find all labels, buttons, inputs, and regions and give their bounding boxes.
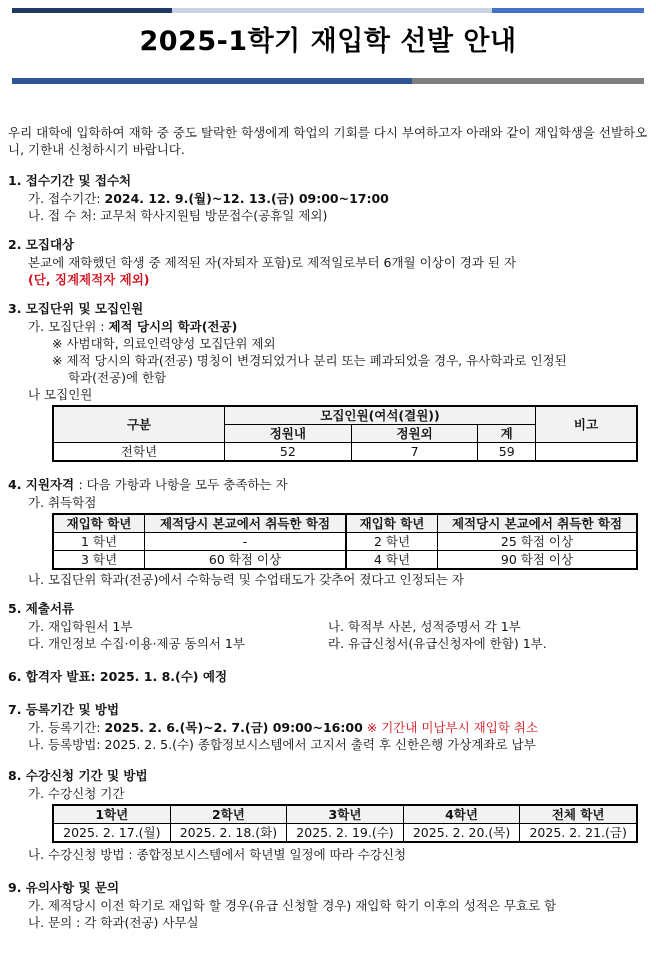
th-group: 모집인원(여석(결원)) bbox=[225, 406, 536, 425]
table-row bbox=[53, 533, 637, 551]
section-recruit-unit bbox=[8, 300, 648, 462]
th-grade: 전체 학년 bbox=[520, 805, 637, 824]
section-notes bbox=[8, 879, 648, 931]
cell-date: 2025. 2. 20.(목) bbox=[403, 824, 520, 843]
documents-row-2 bbox=[8, 635, 648, 652]
page-title: 2025-1학기 재입학 선발 안내 bbox=[139, 26, 517, 57]
th-grade: 2학년 bbox=[170, 805, 287, 824]
doc-item: 라. 유급신청서(유급신청자에 한함) 1부. bbox=[328, 636, 547, 651]
label: 가. 접수기간: bbox=[28, 191, 105, 206]
section-title: 5. 제출서류 bbox=[8, 601, 75, 616]
cell-date: 2025. 2. 17.(월) bbox=[53, 824, 170, 843]
registration-period-line bbox=[8, 719, 648, 736]
announcement-date: : 2025. 1. 8.(수) 예정 bbox=[90, 669, 228, 684]
registration-period-value: 2025. 2. 6.(목)~2. 7.(금) 09:00~16:00 bbox=[104, 720, 363, 735]
cell: 25 학점 이상 bbox=[438, 533, 638, 551]
th-out: 정원외 bbox=[351, 425, 478, 443]
section-registration bbox=[8, 701, 648, 753]
cell: - bbox=[145, 533, 347, 551]
th-note: 비고 bbox=[536, 406, 638, 443]
section-documents bbox=[8, 600, 648, 652]
recruit-unit-value: 제적 당시의 학과(전공) bbox=[108, 319, 238, 334]
application-period-line bbox=[8, 190, 648, 207]
label: 가. 등록기간: bbox=[28, 720, 105, 735]
document-body bbox=[8, 124, 648, 943]
title-block bbox=[12, 22, 644, 62]
section-application-period bbox=[8, 172, 648, 224]
section-title bbox=[8, 668, 648, 685]
recruit-note-1: ※ 사범대학, 의료인력양성 모집단위 제외 bbox=[52, 336, 276, 351]
th-grade-1: 재입학 학년 bbox=[53, 514, 145, 533]
section-title: 2. 모집대상 bbox=[8, 237, 75, 252]
section-announcement bbox=[8, 668, 648, 685]
th-credits-2: 제적당시 본교에서 취득한 학점 bbox=[438, 514, 638, 533]
cell-note bbox=[536, 443, 638, 462]
label: 가. 모집단위 : bbox=[28, 319, 109, 334]
registration-method-line: 나. 등록방법: 2025. 2. 5.(수) 종합정보시스템에서 고지서 출력 후 신한은행 가상계좌로 납부 bbox=[28, 737, 536, 752]
row-label: 전학년 bbox=[53, 443, 225, 462]
cell: 4 학년 bbox=[346, 551, 438, 570]
th-in: 정원내 bbox=[225, 425, 352, 443]
intro-paragraph: 우리 대학에 입학하여 재학 중 중도 탈락한 학생에게 학업의 기회를 다시 부여하고자 아래와 같이 재입학생을 선발하오니, 기한내 신청하시기 바랍니다. bbox=[8, 125, 648, 157]
section-title: 7. 등록기간 및 방법 bbox=[8, 702, 120, 717]
th-grade: 1학년 bbox=[53, 805, 170, 824]
cell: 3 학년 bbox=[53, 551, 145, 570]
th-total: 계 bbox=[478, 425, 536, 443]
title-bold: 4. 지원자격 bbox=[8, 477, 75, 492]
application-place-line: 나. 접 수 처: 교무처 학사지원팀 방문접수(공휴일 제외) bbox=[28, 208, 328, 223]
target-exception-note: (단, 징계제적자 제외) bbox=[28, 272, 150, 287]
contact-line: 나. 문의 : 각 학과(전공) 사무실 bbox=[28, 915, 199, 930]
section-title: 3. 모집단위 및 모집인원 bbox=[8, 301, 144, 316]
credits-table bbox=[52, 513, 638, 570]
th-grade-2: 재입학 학년 bbox=[346, 514, 438, 533]
cell: 90 학점 이상 bbox=[438, 551, 638, 570]
attitude-line: 나. 모집단위 학과(전공)에서 수학능력 및 수업태도가 갖추어 졌다고 인정되는 자 bbox=[28, 572, 464, 587]
section-title bbox=[8, 476, 648, 493]
section-course-registration bbox=[8, 767, 648, 863]
course-period-table bbox=[52, 804, 638, 843]
recruit-note-2-cont: 학과(전공)에 한함 bbox=[68, 370, 167, 385]
th-grade: 3학년 bbox=[287, 805, 404, 824]
section-title: 9. 유의사항 및 문의 bbox=[8, 880, 120, 895]
cell-date: 2025. 2. 18.(화) bbox=[170, 824, 287, 843]
cell-out: 7 bbox=[351, 443, 478, 462]
bottom-decor-bar bbox=[12, 78, 644, 84]
doc-item: 가. 재입학원서 1부 bbox=[28, 619, 133, 634]
target-line: 본교에 재학했던 학생 중 제적된 자(자퇴자 포함)로 제적일로부터 6개월 이상이 경과 된 자 bbox=[28, 255, 517, 270]
th-gubun: 구분 bbox=[53, 406, 225, 443]
title-rest: : 다음 가항과 나항을 모두 충족하는 자 bbox=[78, 477, 288, 492]
note-line: 가. 제적당시 이전 학기로 재입학 할 경우(유급 신청할 경우) 재입학 학기 이후의 성적은 무효로 함 bbox=[28, 898, 557, 913]
recruit-note-2: ※ 제적 당시의 학과(전공) 명칭이 변경되었거나 분리 또는 폐과되었을 경우, 유사학과로 인정된 bbox=[52, 353, 567, 368]
section-title: 8. 수강신청 기간 및 방법 bbox=[8, 768, 148, 783]
cell-date: 2025. 2. 19.(수) bbox=[287, 824, 404, 843]
recruit-unit-line bbox=[8, 318, 648, 335]
cell-total: 59 bbox=[478, 443, 536, 462]
cell-date: 2025. 2. 21.(금) bbox=[520, 824, 637, 843]
recruit-count-table bbox=[52, 405, 638, 462]
doc-item: 다. 개인정보 수집·이용·제공 동의서 1부 bbox=[28, 636, 245, 651]
course-period-label: 가. 수강신청 기간 bbox=[28, 786, 125, 801]
doc-item: 나. 학적부 사본, 성적증명서 각 1부 bbox=[328, 619, 521, 634]
cell: 60 학점 이상 bbox=[145, 551, 347, 570]
section-title: 1. 접수기간 및 접수처 bbox=[8, 173, 132, 188]
cell: 2 학년 bbox=[346, 533, 438, 551]
credits-label: 가. 취득학점 bbox=[28, 495, 97, 510]
registration-warning: ※ 기간내 미납부시 재입학 취소 bbox=[362, 720, 539, 735]
section-eligible-target bbox=[8, 236, 648, 288]
recruit-count-label: 나 모집인원 bbox=[28, 387, 93, 402]
documents-row-1 bbox=[8, 618, 648, 635]
top-decor-bar bbox=[12, 8, 644, 13]
cell-in: 52 bbox=[225, 443, 352, 462]
th-credits-1: 제적당시 본교에서 취득한 학점 bbox=[145, 514, 347, 533]
table-row bbox=[53, 824, 637, 843]
section-qualification bbox=[8, 476, 648, 588]
cell: 1 학년 bbox=[53, 533, 145, 551]
application-period-value: 2024. 12. 9.(월)~12. 13.(금) 09:00~17:00 bbox=[104, 191, 389, 206]
title-label: 6. 합격자 발표 bbox=[8, 669, 91, 684]
table-row bbox=[53, 551, 637, 570]
th-grade: 4학년 bbox=[403, 805, 520, 824]
course-method-line: 나. 수강신청 방법 : 종합정보시스템에서 학년별 일정에 따라 수강신청 bbox=[28, 847, 407, 862]
